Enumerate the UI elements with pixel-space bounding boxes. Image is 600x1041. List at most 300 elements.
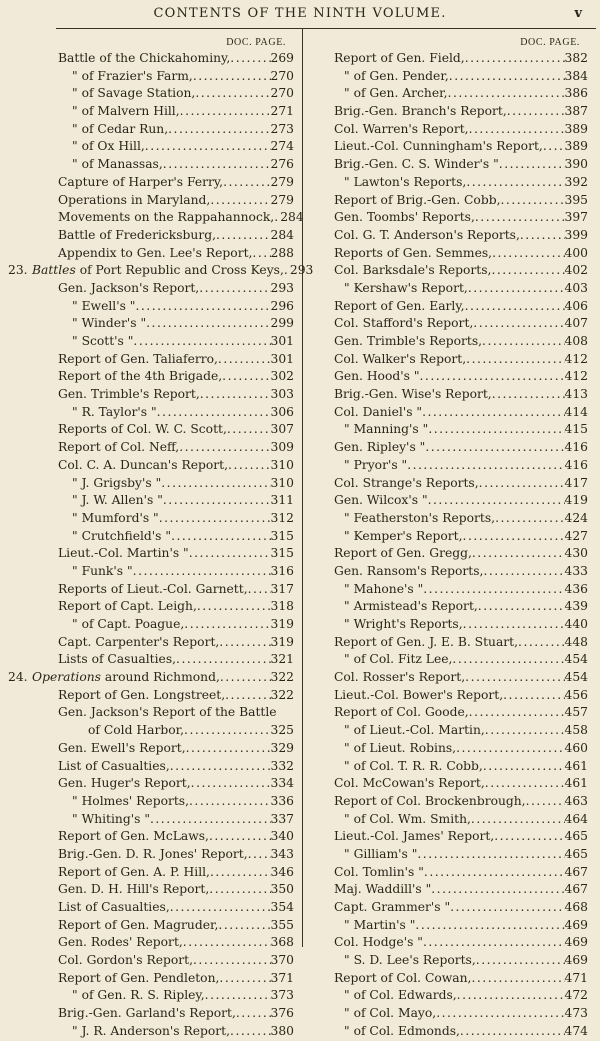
entry-label: Reports of Gen. Semmes, <box>334 245 493 260</box>
entry-label: Report of Col. Brockenbrough, <box>334 793 526 808</box>
toc-entry <box>8 510 294 528</box>
entry-label: " of Col. Wm. Smith, <box>344 811 471 826</box>
dot-leader <box>230 1023 270 1041</box>
toc-entry <box>318 899 588 917</box>
toc-entry <box>8 245 294 263</box>
toc-entry <box>318 351 588 369</box>
dot-leader <box>466 174 564 192</box>
page-number-ref: 284 <box>280 210 304 225</box>
toc-entry <box>318 616 588 634</box>
entry-label: Battle of Fredericksburg, <box>58 227 216 242</box>
toc-entry <box>8 298 294 316</box>
dot-leader <box>476 952 565 970</box>
dot-leader <box>485 775 565 793</box>
toc-entry <box>318 85 588 103</box>
page-number-ref: 386 <box>564 86 588 101</box>
page-number-ref: 329 <box>270 740 294 755</box>
dot-leader <box>170 758 271 776</box>
dot-leader <box>482 333 564 351</box>
dot-leader <box>183 934 271 952</box>
toc-entry <box>318 704 588 722</box>
entry-label: Col. Barksdale's Reports, <box>334 263 492 278</box>
entry-label: Reports of Lieut.-Col. Garnett, <box>58 581 248 596</box>
page-number-ref: 412 <box>564 351 588 366</box>
toc-entry <box>318 510 588 528</box>
toc-entry <box>8 351 294 369</box>
entry-label: " Pryor's " <box>344 457 408 472</box>
entry-label: " Martin's " <box>344 917 416 932</box>
entry-label: Report of Gen. Taliaferro, <box>58 351 218 366</box>
dot-leader <box>423 934 565 952</box>
dot-leader <box>469 121 565 139</box>
page-number-ref: 473 <box>564 1006 588 1021</box>
entry-label: List of Casualties, <box>58 900 170 914</box>
toc-entry <box>318 687 588 705</box>
toc-entry <box>318 828 588 846</box>
page-number-ref: 336 <box>270 793 294 808</box>
dot-leader <box>145 138 271 156</box>
dot-leader <box>218 917 270 935</box>
toc-entry <box>8 793 294 811</box>
toc-entry <box>8 404 294 422</box>
page-number-ref: 474 <box>564 1023 588 1038</box>
entry-label <box>32 669 220 687</box>
entry-label: Lieut.-Col. Cunningham's Report, <box>334 139 543 154</box>
entry-label: " Scott's " <box>72 334 134 348</box>
page-number-ref: 427 <box>564 528 588 543</box>
entry-label: Col. Walker's Report, <box>334 351 467 366</box>
entry-label: Brig.-Gen. C. S. Winder's " <box>334 157 499 172</box>
dot-leader <box>436 1005 564 1023</box>
page-number-ref: 471 <box>564 970 588 985</box>
toc-entry <box>8 740 294 758</box>
page-number-ref: 465 <box>564 829 588 844</box>
toc-entry <box>318 227 588 245</box>
page-number-ref: 270 <box>270 86 294 101</box>
entry-label: Report of Capt. Leigh, <box>58 599 197 614</box>
dot-leader <box>193 952 271 970</box>
page-number-ref: 271 <box>270 104 294 119</box>
toc-entry <box>318 1005 588 1023</box>
entry-label: Report of Gen. Gregg, <box>334 546 472 561</box>
dot-leader <box>189 545 271 563</box>
entry-label: Lieut.-Col. Bower's Report, <box>334 687 504 702</box>
page-number-ref: 302 <box>270 369 294 384</box>
dot-leader <box>135 298 270 316</box>
dot-leader <box>475 209 565 227</box>
page-number-ref: 412 <box>564 369 588 384</box>
dot-leader <box>428 421 564 439</box>
section-number: 24. <box>8 670 28 685</box>
toc-entry <box>318 138 588 156</box>
page-number-ref: 413 <box>564 387 588 402</box>
toc-entry <box>8 315 294 333</box>
page-number-ref: 350 <box>270 882 294 897</box>
dot-leader <box>189 793 271 811</box>
page-number-ref: 340 <box>270 829 294 844</box>
entry-label: " of Lieut. Robins, <box>344 740 457 755</box>
entry-label: Col. Daniel's " <box>334 404 423 419</box>
entry-label: " Featherston's Reports, <box>344 510 496 525</box>
dot-leader <box>465 669 564 687</box>
toc-entry <box>8 775 294 793</box>
entry-label: Col. C. A. Duncan's Report, <box>58 457 229 472</box>
page-number-ref: 273 <box>270 121 294 136</box>
page-number-ref: 318 <box>270 599 294 614</box>
toc-entry <box>318 545 588 563</box>
toc-entry <box>8 368 294 386</box>
dot-leader <box>407 457 564 475</box>
toc-entry <box>318 934 588 952</box>
page-number-ref: 293 <box>270 280 294 295</box>
toc-entry <box>8 598 294 616</box>
page-number-ref: 433 <box>564 563 588 578</box>
page-number-ref: 407 <box>564 316 588 331</box>
page-number-ref: 321 <box>270 652 294 667</box>
dot-leader <box>491 262 564 280</box>
entry-label: Capt. Grammer's " <box>334 900 451 914</box>
page-number-ref: 472 <box>564 988 588 1003</box>
page-number-ref: 461 <box>564 776 588 791</box>
entry-label: Lieut.-Col. Martin's " <box>58 546 189 561</box>
entry-label: " Armistead's Report, <box>344 599 478 614</box>
entry-label: " S. D. Lee's Reports, <box>344 953 476 968</box>
toc-entry <box>318 209 588 227</box>
entry-label: Col. Gordon's Report, <box>58 953 194 968</box>
dot-leader <box>478 598 565 616</box>
entry-label <box>32 262 284 280</box>
page-number-ref: 417 <box>564 475 588 490</box>
toc-entry <box>318 174 588 192</box>
entry-label: Col. Strange's Reports, <box>334 475 479 490</box>
entry-label: Report of the 4th Brigade, <box>58 369 223 384</box>
entry-label: Movements on the Rappahannock, <box>58 210 275 225</box>
page-number-ref: 371 <box>270 970 294 985</box>
entry-label: Col. G. T. Anderson's Reports, <box>334 227 520 242</box>
entry-label: Gen. Ransom's Reports, <box>334 563 484 578</box>
toc-entry <box>318 1023 588 1041</box>
page-number-ref: 467 <box>564 882 588 897</box>
page-number-ref: 436 <box>564 581 588 596</box>
page-number-ref: 317 <box>270 581 294 596</box>
dot-leader <box>248 581 271 599</box>
toc-entry <box>318 775 588 793</box>
dot-leader <box>197 598 271 616</box>
dot-leader <box>168 121 270 139</box>
page-number-ref: 387 <box>564 104 588 119</box>
dot-leader <box>422 404 564 422</box>
entry-label: " of Lieut.-Col. Martin, <box>344 723 485 738</box>
entry-label: Report of Gen. A. P. Hill, <box>58 864 210 879</box>
left-column <box>8 36 314 1041</box>
entry-label: Report of Brig.-Gen. Cobb, <box>334 192 501 207</box>
dot-leader <box>210 864 271 882</box>
entry-label: Brig.-Gen. Garland's Report, <box>58 1006 236 1021</box>
entry-label-italic: Operations <box>32 670 101 685</box>
page-number-ref: 460 <box>564 740 588 755</box>
toc-entry <box>318 457 588 475</box>
entry-label: Report of Col. Neff, <box>58 440 180 455</box>
dot-leader <box>492 386 565 404</box>
entry-label: " J. R. Anderson's Report, <box>72 1023 231 1038</box>
dot-leader <box>479 475 565 493</box>
toc-entry <box>8 846 294 864</box>
entry-label: " Manning's " <box>344 422 429 437</box>
dot-leader <box>472 545 565 563</box>
toc-entry <box>318 439 588 457</box>
toc-entry <box>8 669 294 687</box>
dot-leader <box>184 616 270 634</box>
dot-leader <box>195 85 270 103</box>
page-number-ref: 310 <box>270 475 294 490</box>
toc-entry <box>8 121 294 139</box>
header-rule <box>56 28 596 29</box>
toc-entry <box>8 421 294 439</box>
toc-entry <box>318 917 588 935</box>
entry-label: Operations in Maryland, <box>58 192 211 207</box>
page-number-ref: 322 <box>270 670 294 685</box>
toc-entry <box>318 368 588 386</box>
page-number-ref: 315 <box>270 528 294 543</box>
entry-label: Report of Gen. Magruder, <box>58 917 219 932</box>
toc-entry <box>318 987 588 1005</box>
page-number-ref: 430 <box>564 546 588 561</box>
entry-label: Report of Gen. Longstreet, <box>58 687 226 702</box>
dot-leader <box>163 492 271 510</box>
page-number-ref: 373 <box>270 988 294 1003</box>
page-number-ref: 461 <box>564 758 588 773</box>
dot-leader <box>252 245 270 263</box>
dot-leader <box>191 775 271 793</box>
dot-leader <box>425 439 564 457</box>
entry-label: Gen. Jackson's Report of the Battle <box>58 705 277 720</box>
dot-leader <box>465 50 565 68</box>
dot-leader <box>219 970 270 988</box>
toc-entry <box>8 103 294 121</box>
dot-leader <box>218 351 271 369</box>
dot-leader <box>210 192 270 210</box>
page-number-ref: 334 <box>270 776 294 791</box>
dot-leader <box>161 475 270 493</box>
page-number-ref: 464 <box>564 811 588 826</box>
toc-entry <box>318 475 588 493</box>
left-column-header: DOC. PAGE. <box>226 37 286 48</box>
page-number-ref: 288 <box>270 245 294 260</box>
entry-label-italic: Battles <box>32 263 76 278</box>
entry-label: Capt. Carpenter's Report, <box>58 634 220 649</box>
dot-leader <box>460 1023 565 1041</box>
page-number-ref: 389 <box>564 121 588 136</box>
entry-label-rest: of Port Republic and Cross Keys, <box>75 263 284 278</box>
entry-label: Report of Gen. Field, <box>334 51 465 65</box>
dot-leader <box>518 634 564 652</box>
entry-label: " of Frazier's Farm, <box>72 68 193 83</box>
toc-entry <box>318 386 588 404</box>
entry-label: Col. Stafford's Report, <box>334 316 474 331</box>
page-number-ref: 395 <box>564 192 588 207</box>
dot-leader <box>236 1005 271 1023</box>
toc-entry <box>318 793 588 811</box>
toc-entry <box>8 50 294 68</box>
toc-entry <box>8 156 294 174</box>
toc-entry <box>318 68 588 86</box>
dot-leader <box>449 68 565 86</box>
page-number-ref: 463 <box>564 793 588 808</box>
entry-label: " Crutchfield's " <box>72 528 172 543</box>
page-number-ref: 316 <box>270 563 294 578</box>
entry-label: " of Savage Station, <box>72 86 196 101</box>
dot-leader <box>457 987 565 1005</box>
page-number-ref: 384 <box>564 68 588 83</box>
entry-label: " J. Grigsby's " <box>72 475 162 490</box>
toc-entry <box>318 651 588 669</box>
dot-leader <box>469 704 565 722</box>
entry-label: " Holmes' Reports, <box>72 793 190 808</box>
dot-leader <box>171 528 270 546</box>
entry-label: " of Col. Fitz Lee, <box>344 652 453 667</box>
entry-label: " Funk's " <box>72 563 133 578</box>
dot-leader <box>176 651 270 669</box>
toc-entry <box>318 280 588 298</box>
page-number-ref: 392 <box>564 174 588 189</box>
toc-entry <box>318 970 588 988</box>
dot-leader <box>417 846 564 864</box>
dot-leader <box>543 138 565 156</box>
page-number-ref: 337 <box>270 811 294 826</box>
entry-label: " Ewell's " <box>72 298 136 313</box>
toc-entry <box>8 475 294 493</box>
page-number-ref: 310 <box>270 457 294 472</box>
dot-leader <box>507 103 565 121</box>
entry-label: Col. Warren's Report, <box>334 121 469 136</box>
dot-leader <box>456 740 564 758</box>
entry-label: of Cold Harbor, <box>88 723 185 738</box>
toc-entry <box>8 492 294 510</box>
dot-leader <box>520 227 565 245</box>
dot-leader <box>133 563 271 581</box>
toc-entry <box>8 651 294 669</box>
page-number-ref: 416 <box>564 440 588 455</box>
entry-label: " Winder's " <box>72 316 147 331</box>
entry-label: Report of Col. Goode, <box>334 705 469 720</box>
page-number-ref: 355 <box>270 917 294 932</box>
toc-entry <box>8 1023 294 1041</box>
dot-leader <box>209 828 271 846</box>
page-number-ref: 293 <box>289 263 314 278</box>
page-number-ref: 325 <box>270 723 294 738</box>
page-number-ref: 402 <box>564 263 588 278</box>
entry-label: Report of Gen. McLaws, <box>58 829 209 844</box>
toc-entry <box>8 828 294 846</box>
dot-leader <box>450 899 564 917</box>
page-number-ref: 467 <box>564 864 588 879</box>
entry-label: Gen. Hood's " <box>334 369 420 384</box>
page-number-ref: 419 <box>564 493 588 508</box>
toc-entry <box>8 917 294 935</box>
dot-leader <box>248 846 271 864</box>
page-number-ref: 399 <box>564 227 588 242</box>
dot-leader <box>424 864 565 882</box>
entry-label: " R. Taylor's " <box>72 404 157 419</box>
page-number-ref: 390 <box>564 157 588 172</box>
dot-leader <box>230 50 270 68</box>
entry-label: " Kershaw's Report, <box>344 280 468 295</box>
toc-entry <box>8 192 294 210</box>
dot-leader <box>466 351 564 369</box>
toc-entry <box>318 262 588 280</box>
dot-leader <box>423 581 564 599</box>
entry-label: " Mumford's " <box>72 510 159 525</box>
page-number-ref: 311 <box>270 493 294 508</box>
page-number-ref: 382 <box>564 51 588 65</box>
entry-label: Capture of Harper's Ferry, <box>58 174 224 189</box>
toc-entry <box>318 404 588 422</box>
page-number-ref: 296 <box>270 298 294 313</box>
toc-entry <box>8 987 294 1005</box>
entry-label: " of Col. Mayo, <box>344 1006 437 1021</box>
entry-label: " Kemper's Report, <box>344 528 463 543</box>
toc-entry <box>8 704 294 722</box>
page-number-ref: 448 <box>564 634 588 649</box>
entry-label: " Wright's Reports, <box>344 617 463 631</box>
page-number-ref: 319 <box>270 617 294 631</box>
page-header <box>0 0 600 30</box>
toc-entry <box>318 758 588 776</box>
entry-label: " of Gen. Archer, <box>344 86 448 101</box>
entry-label: " Mahone's " <box>344 581 424 596</box>
page-number-ref: 454 <box>564 652 588 667</box>
entry-label: Reports of Col. W. C. Scott, <box>58 422 227 437</box>
page-number-ref: 456 <box>564 687 588 702</box>
page-number-ref: 403 <box>564 280 588 295</box>
right-column <box>318 36 588 1041</box>
right-column-header: DOC. PAGE. <box>520 37 580 48</box>
page-number-ref: 301 <box>270 334 294 348</box>
toc-entry <box>318 103 588 121</box>
page-number-ref: 458 <box>564 723 588 738</box>
toc-entry <box>8 333 294 351</box>
dot-leader <box>471 811 565 829</box>
page-number-ref: 315 <box>270 546 294 561</box>
toc-entry <box>8 899 294 917</box>
dot-leader <box>184 722 270 740</box>
toc-entry <box>8 528 294 546</box>
dot-leader <box>468 280 565 298</box>
dot-leader <box>228 457 270 475</box>
dot-leader <box>473 315 564 333</box>
toc-entry <box>8 209 304 227</box>
entry-label-rest: around Richmond, <box>100 670 220 685</box>
dot-leader <box>420 368 565 386</box>
dot-leader <box>415 917 564 935</box>
entry-label: Battle of the Chickahominy, <box>58 51 231 65</box>
entry-label: Report of Gen. Pendleton, <box>58 970 220 985</box>
dot-leader <box>225 687 270 705</box>
dot-leader <box>219 634 270 652</box>
page-number: v <box>574 6 582 21</box>
page-number-ref: 274 <box>270 139 294 154</box>
entry-label: " of Ox Hill, <box>72 139 145 154</box>
toc-entry <box>8 68 294 86</box>
page-number-ref: 376 <box>270 1006 294 1021</box>
dot-leader <box>431 881 564 899</box>
dot-leader <box>159 510 271 528</box>
entry-label: " of Gen. Pender, <box>344 68 449 83</box>
toc-entry <box>318 581 588 599</box>
page-number-ref: 319 <box>270 634 294 649</box>
page-number-ref: 343 <box>270 846 294 861</box>
toc-entry <box>318 864 588 882</box>
